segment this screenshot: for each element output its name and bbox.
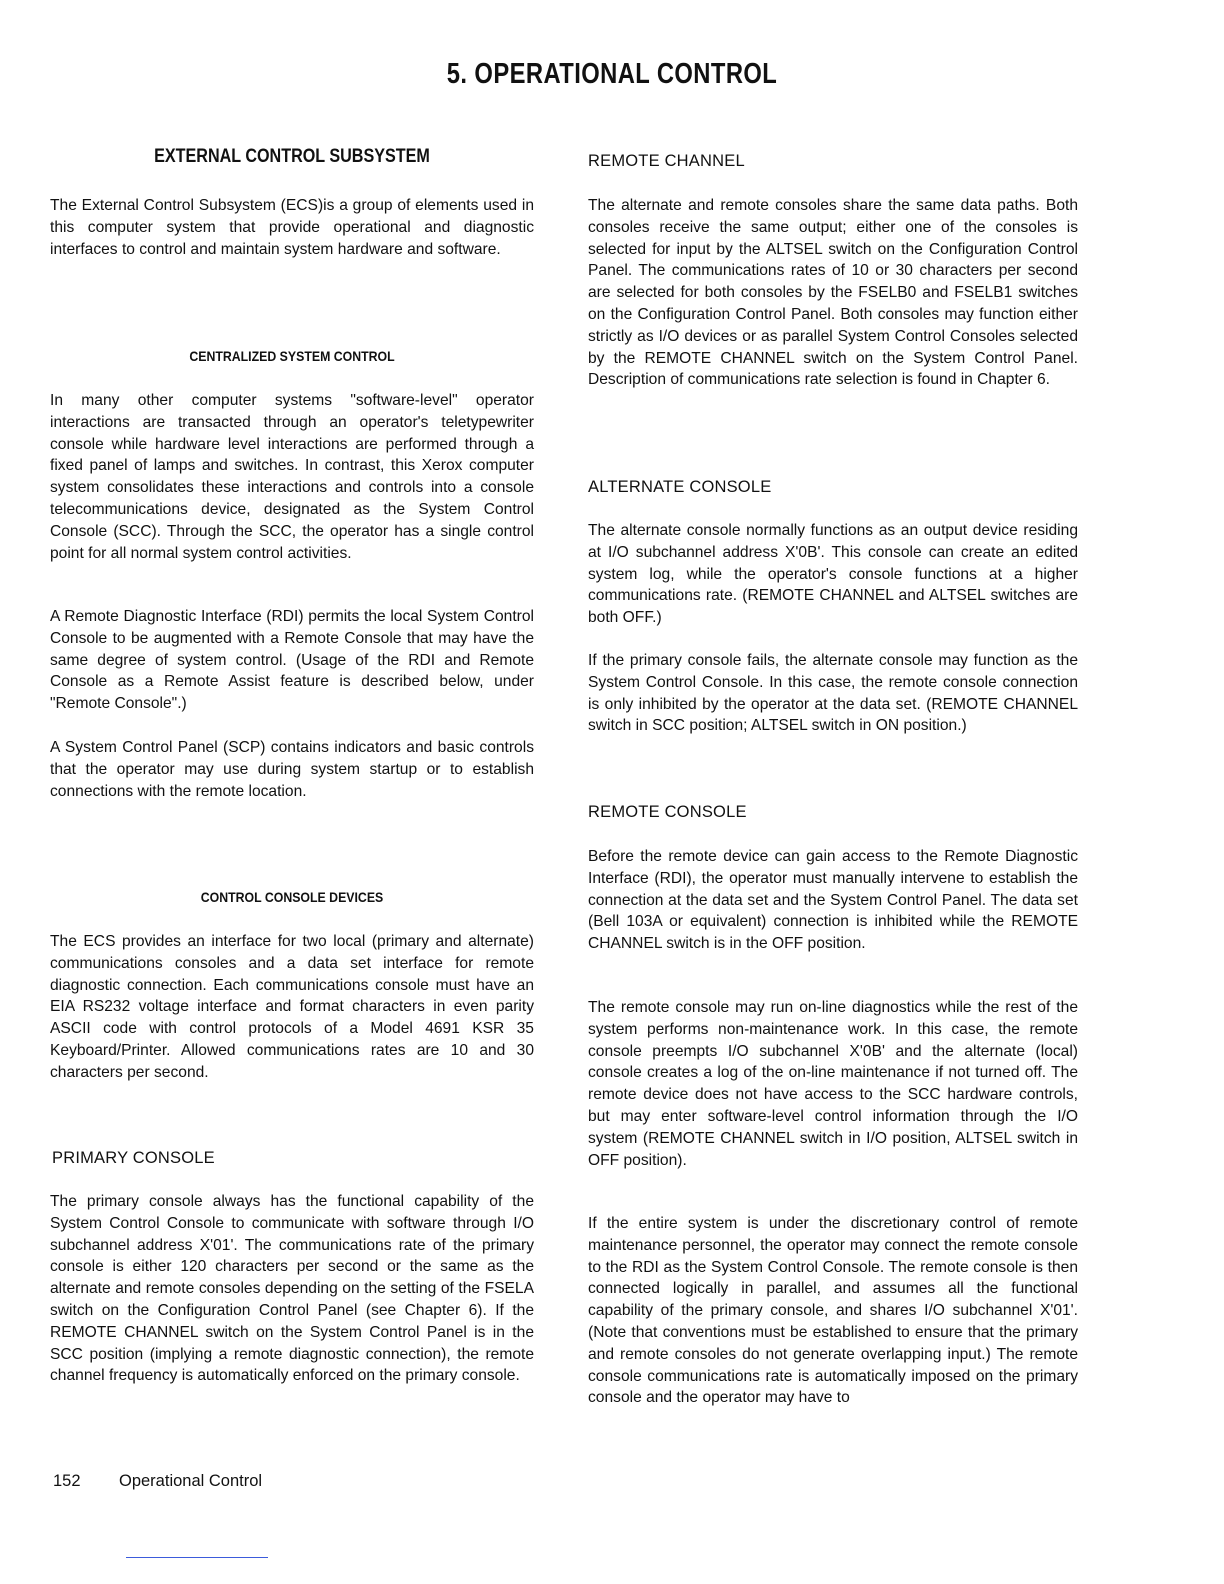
footer-section-title: Operational Control: [119, 1472, 263, 1490]
page-title: 5. OPERATIONAL CONTROL: [446, 58, 778, 90]
heading-remote-channel: REMOTE CHANNEL: [588, 152, 745, 170]
paragraph-remote-channel: The alternate and remote consoles share the same data paths. Both consoles receive the same output; either one of the consoles is selected for input by the ALTSEL switch on the Configuration Control Panel. The communications rates of 10 or 30 characters per second are selected for both consoles by the FSELB0 and FSELB1 switches on the Configuration Control Panel. Both consoles may function either strictly as I/O devices or as parallel System Control Consoles selected by the REMOTE CHANNEL switch on the System Control Panel. Description of communications rate selection is found in Chapter 6.: [588, 197, 1078, 389]
paragraph-ecs-intro: The External Control Subsystem (ECS)is a group of elements used in this computer system that provide operational and diagnostic interfaces to control and maintain system hardware and software.: [50, 197, 534, 258]
subheading-centralized-system-control: CENTRALIZED SYSTEM CONTROL: [189, 348, 395, 364]
scan-artifact-line: [126, 1557, 268, 1558]
section-heading-ecs: EXTERNAL CONTROL SUBSYSTEM: [154, 146, 430, 167]
page-number: 152: [53, 1472, 81, 1490]
paragraph-alternate-console-1: The alternate console normally functions as an output device residing at I/O subchannel address X'0B'. This console can create an edited system log, while the operator's console functions at a higher communications rate. (REMOTE CHANNEL and ALTSEL switches are both OFF.): [588, 522, 1078, 627]
heading-remote-console: REMOTE CONSOLE: [588, 803, 747, 821]
paragraph-primary-console: The primary console always has the functional capability of the System Control Console to communicate with software through I/O subchannel address X'01'. The communications rate of the primary console is either 120 characters per second or the same as the alternate and remote consoles depending on the setting of the FSELA switch on the Configuration Control Panel (see Chapter 6). If the REMOTE CHANNEL switch on the System Control Panel is in the SCC position (implying a remote diagnostic connection), the remote channel frequency is automatically enforced on the primary console.: [50, 1193, 534, 1385]
subheading-control-console-devices: CONTROL CONSOLE DEVICES: [200, 889, 384, 905]
paragraph-csc-1: In many other computer systems "software-level" operator interactions are transacted through an operator's teletypewriter console while hardware level interactions are performed through a fixed panel of lamps and switches. In contrast, this Xerox computer system consolidates these interactions and controls into a console telecommunications device, designated as the System Control Console (SCC). Through the SCC, the operator has a single control point for all normal system control activities.: [50, 392, 534, 562]
paragraph-remote-console-1: Before the remote device can gain access to the Remote Diagnostic Interface (RDI), the operator must manually intervene to establish the connection at the data set and the System Control Panel. The data set (Bell 103A or equivalent) connection is inhibited while the REMOTE CHANNEL switch is in the OFF position.: [588, 848, 1078, 953]
paragraph-csc-2: A Remote Diagnostic Interface (RDI) permits the local System Control Console to be augmented with a Remote Console that may have the same degree of system control. (Usage of the RDI and Remote Console as a Remote Assist feature is described below, under "Remote Console".): [50, 608, 534, 713]
page-footer: [53, 1472, 262, 1491]
paragraph-alternate-console-2: If the primary console fails, the alternate console may function as the System Control Console. In this case, the remote console connection is only inhibited by the operator at the data set. (REMOTE CHANNEL switch in SCC position; ALTSEL switch in ON position.): [588, 652, 1078, 735]
paragraph-csc-3: A System Control Panel (SCP) contains indicators and basic controls that the operator may use during system startup or to establish connections with the remote location.: [50, 739, 534, 800]
heading-alternate-console: ALTERNATE CONSOLE: [588, 478, 772, 496]
heading-primary-console: PRIMARY CONSOLE: [52, 1149, 215, 1167]
paragraph-remote-console-2: The remote console may run on-line diagnostics while the rest of the system performs non-maintenance work. In this case, the remote console preempts I/O subchannel X'0B' and the alternate (local) console creates a log of the on-line maintenance if not turned off. The remote device does not have access to the SCC hardware controls, but may enter software-level control information through the I/O system (REMOTE CHANNEL switch in I/O position, ALTSEL switch in OFF position).: [588, 999, 1078, 1169]
paragraph-remote-console-3: If the entire system is under the discretionary control of remote maintenance personnel, the operator may connect the remote console to the RDI as the System Control Console. The remote console is then connected logically in parallel, and assumes all the functional capability of the primary console, and shares I/O subchannel X'01'. (Note that conventions must be established to ensure that the primary and remote consoles do not generate overlapping input.) The remote console communications rate is automatically imposed on the primary console and the operator may have to: [588, 1215, 1078, 1407]
paragraph-ccd-1: The ECS provides an interface for two local (primary and alternate) communications consoles and a data set interface for remote diagnostic connection. Each communications console must have an EIA RS232 voltage interface and format characters in even parity ASCII code with control protocols of a Model 4691 KSR 35 Keyboard/Printer. Allowed communications rates are 10 and 30 characters per second.: [50, 933, 534, 1081]
